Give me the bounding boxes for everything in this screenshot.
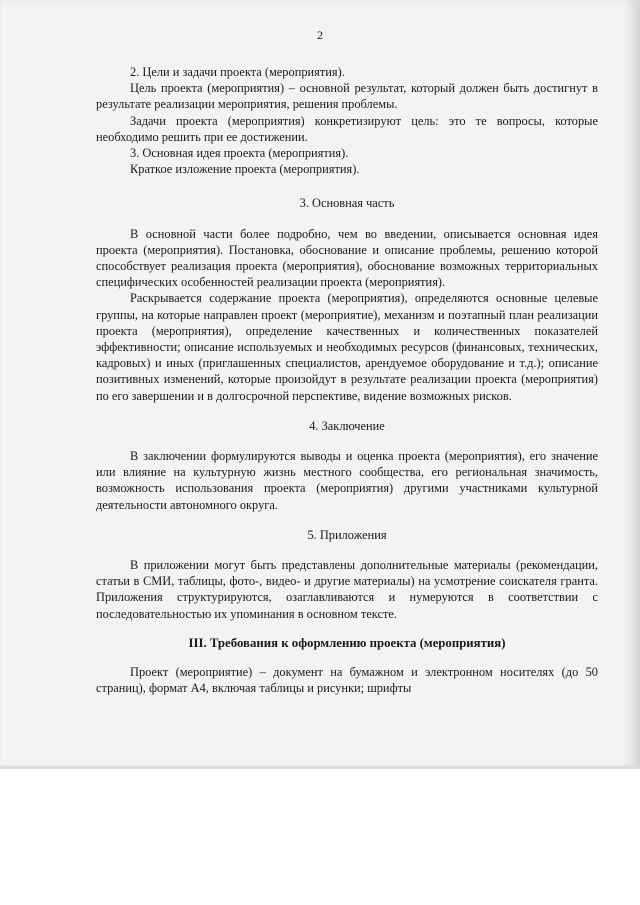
section-heading: 3. Основная часть (299, 196, 395, 211)
section-heading: 5. Приложения (307, 527, 387, 542)
paragraph: В основной части более подробно, чем во введении, описывается основная идея проекта (мероприятия). Постановка, обоснование и описание проблемы, решению которой способствует реализация проекта (мероприятия), обоснование возможных территориальных специфических особенностей реализации проекта (мероприятия). (96, 226, 598, 290)
paragraph: Проект (мероприятие) – документ на бумажном и электронном носителях (до 50 страниц), формат А4, включая таблицы и рисунки; шрифты (96, 665, 598, 696)
document-body (96, 64, 598, 697)
paragraph: В приложении могут быть представлены дополнительные материалы (рекомендации, статьи в СМИ, таблицы, фото-, видео- и другие материалы) на усмотрение соискателя гранта. Приложения структурируются, озаглавливаются и нумеруются в соответствии с последовательностью их упоминания в основном тексте. (96, 558, 598, 621)
scan-shadow (622, 0, 640, 768)
paragraph: 2. Цели и задачи проекта (мероприятия). (130, 65, 345, 79)
scan-edge (0, 766, 640, 769)
paragraph: 3. Основная идея проекта (мероприятия). (130, 146, 349, 161)
chapter-heading: III. Требования к оформлению проекта (мероприятия) (188, 635, 506, 650)
paragraph: Краткое изложение проекта (мероприятия). (130, 162, 360, 177)
section-heading: 4. Заключение (309, 418, 385, 433)
paragraph: Цель проекта (мероприятия) – основной результат, который должен быть достигнут в результате реализации мероприятия, решения проблемы. (96, 81, 598, 112)
paragraph: В заключении формулируются выводы и оценка проекта (мероприятия), его значение или влияние на культурную жизнь местного сообщества, его региональная значимость, возможность использования проекта (мероприятия) другими участниками культурной деятельности автономного округа. (96, 449, 598, 512)
paragraph: Раскрывается содержание проекта (мероприятия), определяются основные целевые группы, на которые направлен проект (мероприятие), механизм и поэтапный план реализации проекта (мероприятия), определение качественных и количественных показателей эффективности; описание используемых и необходимых ресурсов (финансовых, технических, кадровых) и иных (приглашенных специалистов, арендуемое оборудование и т.д.); описание позитивных изменений, которые произойдут в результате реализации проекта (мероприятия) по его завершении и в долгосрочной перспективе, видение возможных рисков. (96, 291, 598, 403)
paragraph: Задачи проекта (мероприятия) конкретизируют цель: это те вопросы, которые необходимо решить при ее достижении. (96, 113, 598, 144)
page-number: 2 (317, 28, 323, 42)
